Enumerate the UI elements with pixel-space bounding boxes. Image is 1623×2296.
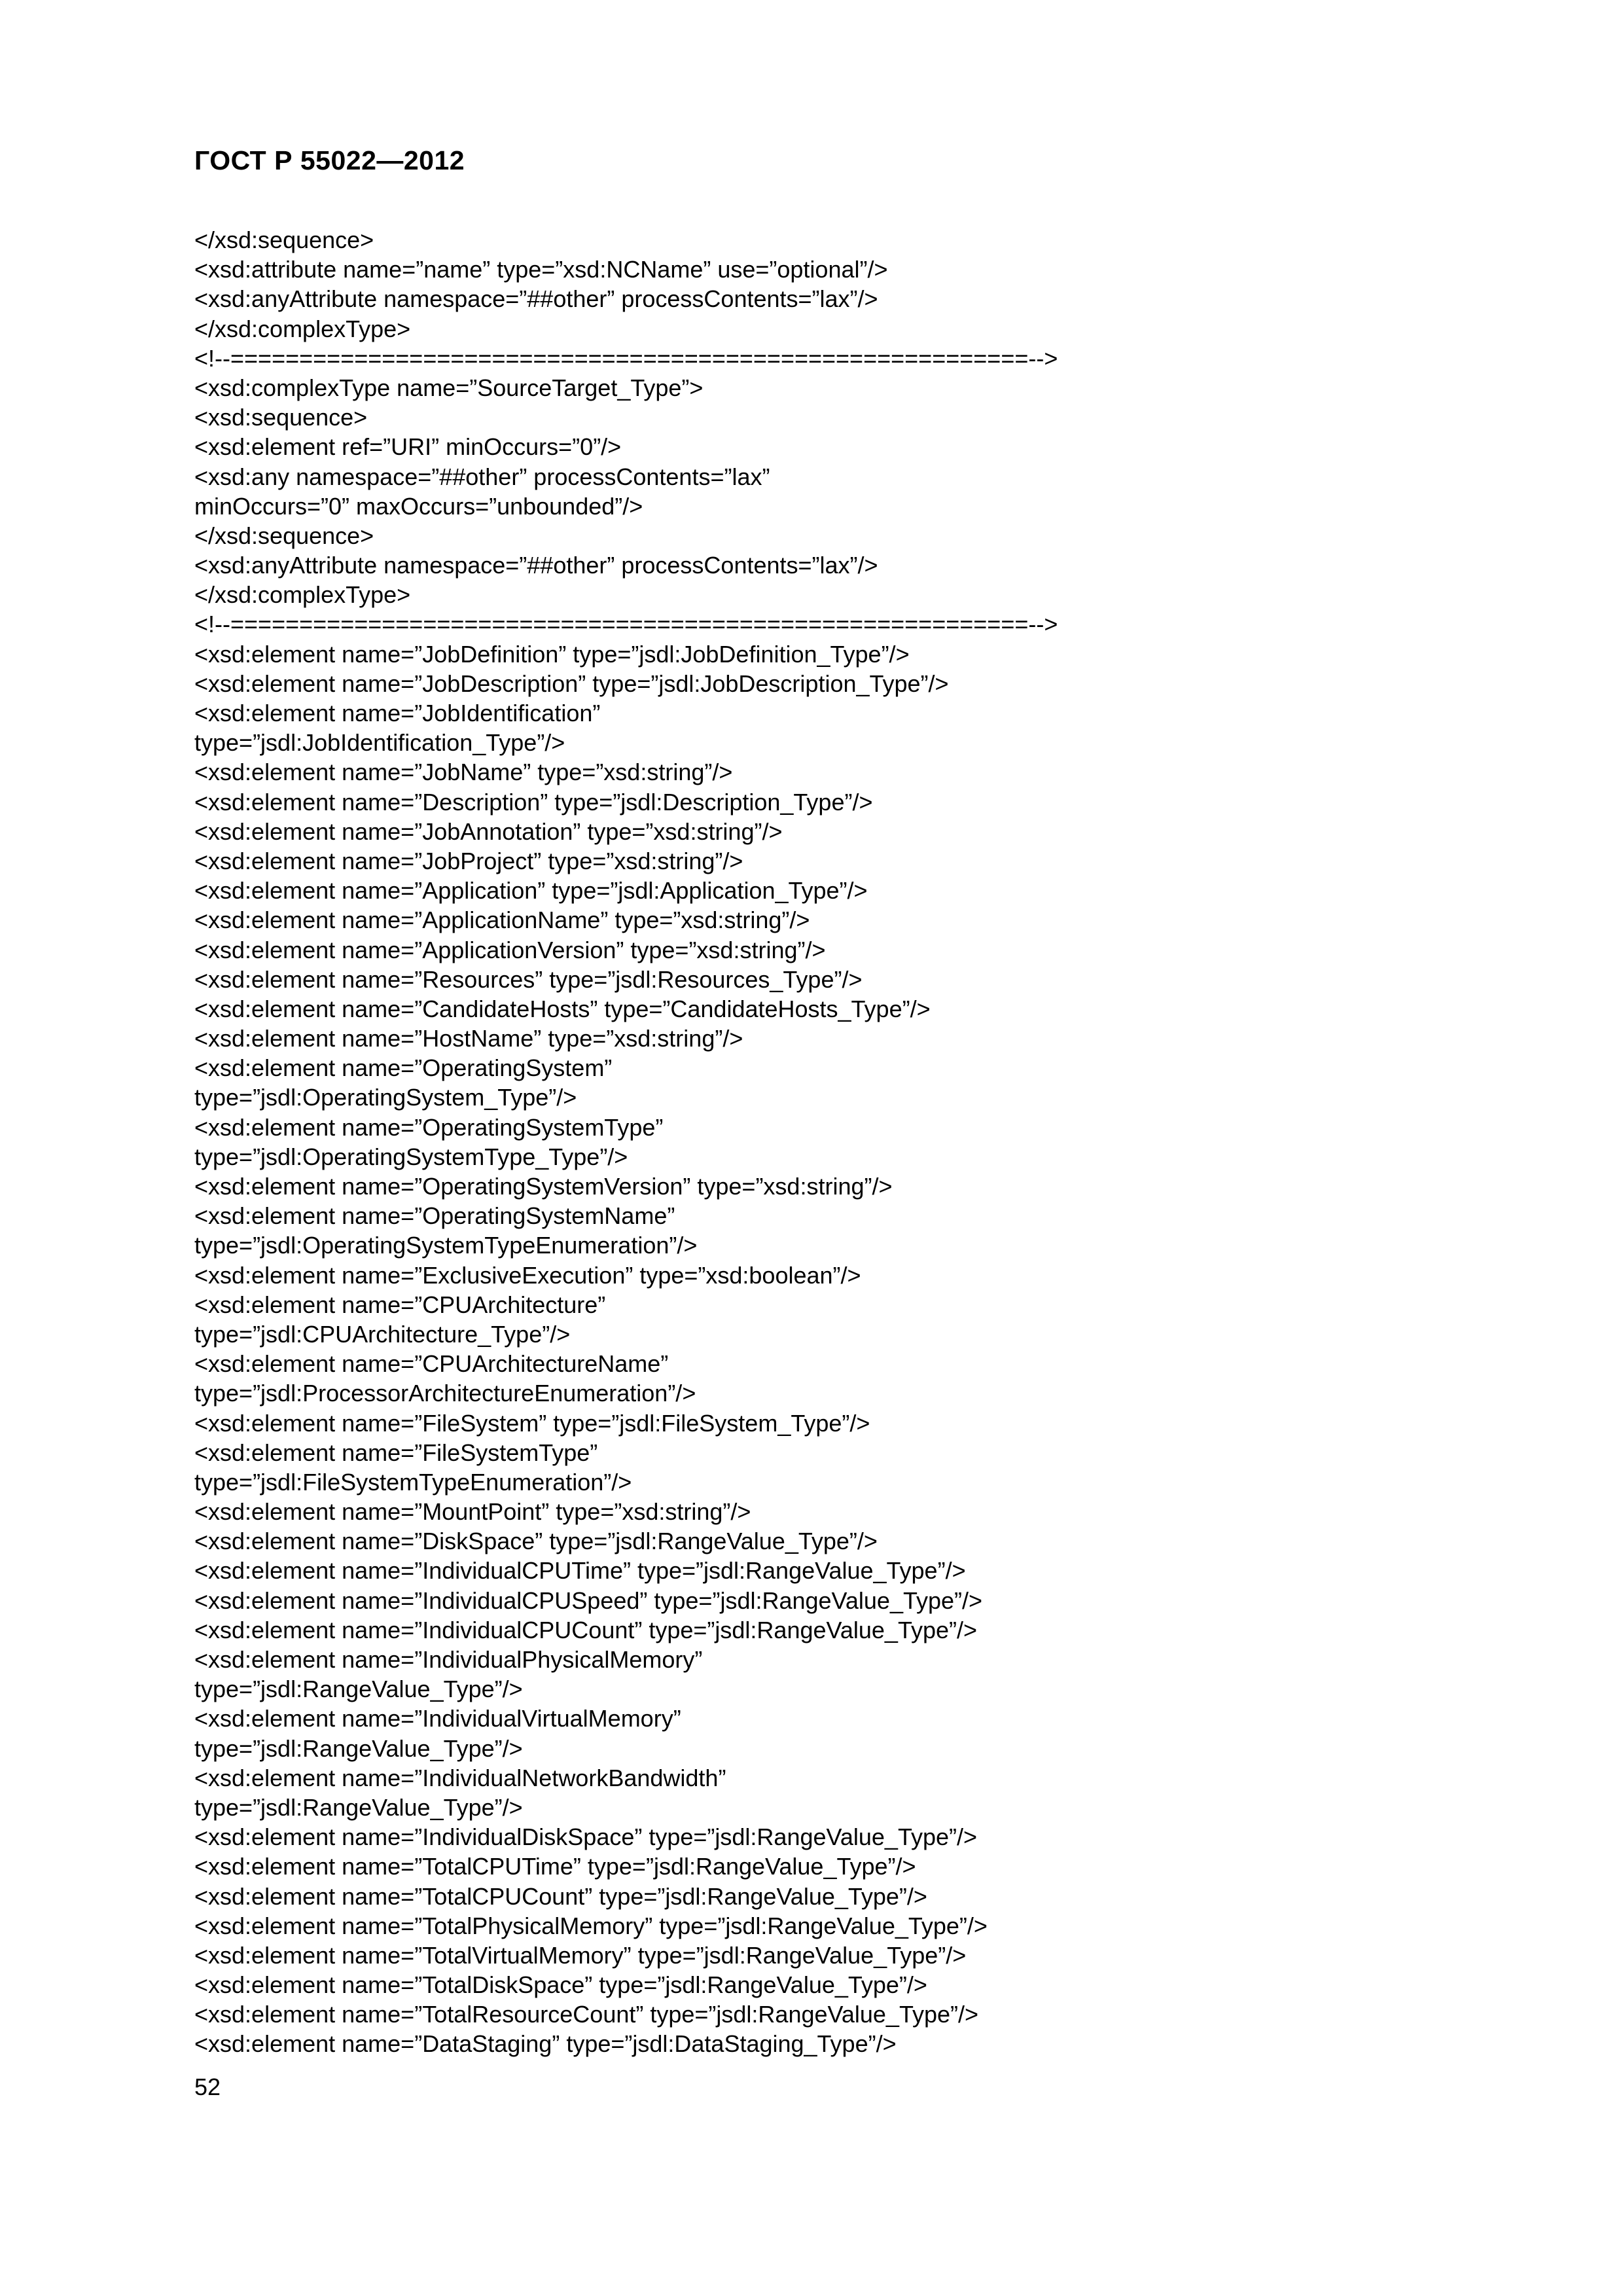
code-line: <xsd:element name=”TotalDiskSpace” type=”jsdl:RangeValue_Type”/> [194, 1971, 927, 1999]
code-line: </xsd:complexType> [194, 315, 411, 342]
code-line: <xsd:element name=”ApplicationVersion” type=”xsd:string”/> [194, 936, 826, 963]
code-line: </xsd:sequence> [194, 522, 374, 549]
code-line: <xsd:element name=”JobIdentification” [194, 700, 601, 726]
code-line: type=”jsdl:ProcessorArchitectureEnumeration”/> [194, 1380, 696, 1407]
code-line: </xsd:sequence> [194, 226, 374, 253]
code-line: <xsd:element name=”JobName” type=”xsd:string”/> [194, 759, 733, 786]
code-line: <xsd:complexType name=”SourceTarget_Type”> [194, 374, 704, 401]
code-line: <xsd:element name=”DiskSpace” type=”jsdl:RangeValue_Type”/> [194, 1528, 878, 1555]
code-line: <xsd:element name=”JobProject” type=”xsd:string”/> [194, 847, 743, 874]
code-line: minOccurs=”0” maxOccurs=”unbounded”/> [194, 492, 643, 520]
page-number: 52 [194, 2073, 221, 2100]
code-line: type=”jsdl:FileSystemTypeEnumeration”/> [194, 1468, 632, 1496]
code-line: <xsd:element name=”TotalCPUCount” type=”jsdl:RangeValue_Type”/> [194, 1882, 927, 1910]
code-line: <xsd:element name=”IndividualVirtualMemory” [194, 1705, 681, 1732]
code-line: <xsd:element name=”TotalVirtualMemory” type=”jsdl:RangeValue_Type”/> [194, 1941, 967, 1969]
code-line: <xsd:sequence> [194, 404, 368, 431]
code-line: <xsd:element name=”IndividualPhysicalMemory” [194, 1646, 703, 1673]
code-line: type=”jsdl:OperatingSystemTypeEnumeration”/> [194, 1232, 698, 1259]
code-line: <xsd:element name=”CandidateHosts” type=”CandidateHosts_Type”/> [194, 995, 931, 1022]
code-line: <xsd:element name=”OperatingSystemType” [194, 1113, 664, 1141]
code-line: type=”jsdl:OperatingSystemType_Type”/> [194, 1143, 628, 1170]
code-line: <xsd:element name=”ApplicationName” type=”xsd:string”/> [194, 906, 810, 934]
code-line: <xsd:element name=”IndividualCPUTime” type=”jsdl:RangeValue_Type”/> [194, 1557, 966, 1585]
code-line: <xsd:anyAttribute namespace=”##other” processContents=”lax”/> [194, 552, 878, 579]
code-line: <xsd:element name=”IndividualNetworkBandwidth” [194, 1764, 726, 1791]
code-line: <xsd:element name=”JobDescription” type=”jsdl:JobDescription_Type”/> [194, 670, 949, 697]
code-line: <!--==========================================================--> [194, 611, 1058, 638]
code-line: <xsd:element name=”FileSystem” type=”jsdl:FileSystem_Type”/> [194, 1409, 870, 1437]
code-line: </xsd:complexType> [194, 581, 411, 609]
code-line: <xsd:element name=”JobAnnotation” type=”xsd:string”/> [194, 817, 783, 845]
document-header: ГОСТ Р 55022—2012 [194, 145, 465, 175]
code-line: <xsd:element name=”MountPoint” type=”xsd:string”/> [194, 1498, 751, 1526]
code-line: <xsd:element name=”DataStaging” type=”jsdl:DataStaging_Type”/> [194, 2030, 897, 2058]
code-line: type=”jsdl:RangeValue_Type”/> [194, 1676, 523, 1703]
code-line: type=”jsdl:JobIdentification_Type”/> [194, 729, 565, 757]
code-line: <xsd:element name=”ExclusiveExecution” type=”xsd:boolean”/> [194, 1261, 861, 1289]
code-line: <xsd:element name=”HostName” type=”xsd:string”/> [194, 1025, 743, 1052]
code-line: <xsd:element name=”TotalPhysicalMemory” type=”jsdl:RangeValue_Type”/> [194, 1912, 988, 1939]
code-line: <xsd:element name=”OperatingSystemName” [194, 1202, 675, 1230]
xsd-code-listing [194, 225, 1438, 2059]
code-line: <xsd:element name=”OperatingSystemVersion” type=”xsd:string”/> [194, 1173, 893, 1200]
code-line: <xsd:element name=”CPUArchitecture” [194, 1291, 606, 1318]
code-line: type=”jsdl:CPUArchitecture_Type”/> [194, 1320, 571, 1348]
code-line: <xsd:element name=”CPUArchitectureName” [194, 1350, 669, 1378]
code-line: <xsd:element name=”IndividualDiskSpace” type=”jsdl:RangeValue_Type”/> [194, 1823, 977, 1851]
code-line: <xsd:element name=”OperatingSystem” [194, 1054, 613, 1082]
code-line: <xsd:element name=”Application” type=”jsdl:Application_Type”/> [194, 877, 868, 905]
code-line: <xsd:any namespace=”##other” processContents=”lax” [194, 463, 770, 490]
code-line: <xsd:element ref=”URI” minOccurs=”0”/> [194, 433, 622, 461]
code-line: <xsd:anyAttribute namespace=”##other” processContents=”lax”/> [194, 285, 878, 313]
code-line: <xsd:element name=”IndividualCPUSpeed” type=”jsdl:RangeValue_Type”/> [194, 1587, 983, 1614]
code-line: type=”jsdl:OperatingSystem_Type”/> [194, 1084, 577, 1111]
code-line: <xsd:element name=”JobDefinition” type=”jsdl:JobDefinition_Type”/> [194, 640, 910, 668]
code-line: <xsd:element name=”FileSystemType” [194, 1439, 598, 1466]
code-line: <xsd:element name=”IndividualCPUCount” type=”jsdl:RangeValue_Type”/> [194, 1616, 977, 1643]
code-line: type=”jsdl:RangeValue_Type”/> [194, 1793, 523, 1821]
code-line: <xsd:element name=”Resources” type=”jsdl:Resources_Type”/> [194, 965, 863, 993]
code-line: type=”jsdl:RangeValue_Type”/> [194, 1734, 523, 1762]
code-line: <!--==========================================================--> [194, 344, 1058, 372]
code-line: <xsd:element name=”TotalCPUTime” type=”jsdl:RangeValue_Type”/> [194, 1853, 916, 1880]
code-line: <xsd:element name=”Description” type=”jsdl:Description_Type”/> [194, 788, 873, 816]
code-line: <xsd:attribute name=”name” type=”xsd:NCName” use=”optional”/> [194, 256, 888, 283]
code-line: <xsd:element name=”TotalResourceCount” type=”jsdl:RangeValue_Type”/> [194, 2001, 979, 2028]
